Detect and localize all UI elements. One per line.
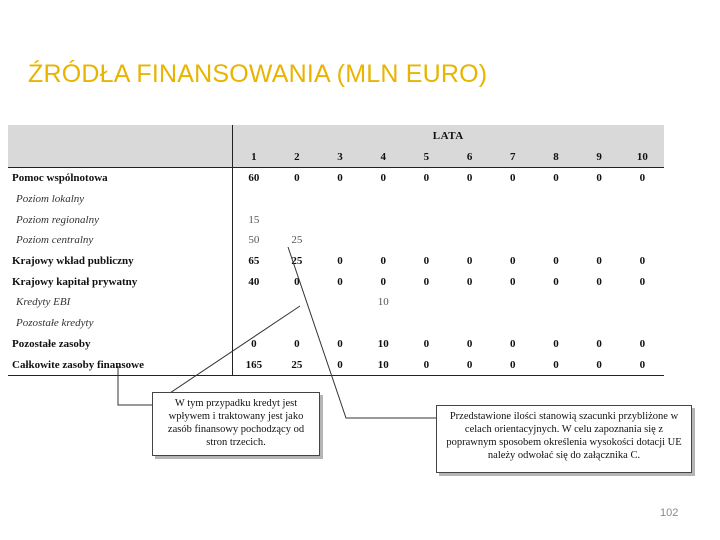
year-header-1: 1 [232,146,275,168]
row-label: Krajowy wkład publiczny [8,251,232,272]
table-cell: 25 [275,354,318,375]
table-cell: 0 [337,255,343,268]
row-label: Całkowite zasoby finansowe [8,354,232,375]
table-cell: 0 [380,275,386,288]
table-cell: 0 [553,337,559,350]
table-cell: 0 [466,275,473,288]
table-cell: 0 [510,172,516,185]
table-cell: 0 [466,172,473,185]
table-cell: 10 [362,354,405,375]
year-header-9: 9 [578,146,621,168]
table-cell: 0 [423,337,430,350]
table-cell: 0 [466,337,473,350]
year-header-3: 3 [318,146,361,168]
table-cell: 0 [553,172,559,185]
table-cell: 0 [337,275,343,288]
table-cell: 0 [380,172,386,185]
callout1-leader [118,306,300,405]
table-cell: 60 [248,172,260,185]
year-header-10: 10 [621,146,664,168]
table-cell: 0 [337,337,343,350]
row-label: Pomoc wspólnotowa [8,168,232,189]
table-cell: 0 [294,172,300,185]
table-cell: 0 [639,337,646,350]
table-cell: 50 [248,234,260,247]
lata-header: LATA [232,125,664,146]
year-header-2: 2 [275,146,318,168]
table-cell: 0 [251,337,257,350]
table-cell: 25 [291,234,303,247]
row-label: Pozostałe zasoby [8,334,232,355]
table-cell: 0 [466,255,473,268]
table-cell: 0 [596,255,602,268]
table-cell: 0 [639,172,646,185]
table-cell: 10 [377,337,389,350]
table-cell: 0 [423,255,430,268]
table-cell: 0 [510,337,516,350]
page-title: ŹRÓDŁA FINANSOWANIA (MLN EURO) [28,60,488,88]
table-cell: 65 [248,255,260,268]
table-cell: 0 [510,255,516,268]
callout-credit-note: W tym przypadku kredyt jest wpływem i traktowany jest jako zasób finansowy pochodzący od stron trzecich. [152,392,320,456]
table-cell: 0 [405,354,448,375]
row-label: Pozostałe kredyty [8,313,232,334]
table-cell: 0 [294,275,300,288]
table-cell: 0 [423,172,430,185]
table-cell: 0 [639,275,646,288]
table-cell: 0 [534,354,577,375]
year-header-4: 4 [362,146,405,168]
table-cell: 0 [448,354,491,375]
year-header-8: 8 [534,146,577,168]
row-label: Poziom centralny [8,230,232,251]
table-cell: 0 [621,354,664,375]
table-cell: 0 [553,275,559,288]
table-cell: 0 [491,354,534,375]
row-label: Poziom regionalny [8,209,232,230]
table-cell: 0 [578,354,621,375]
table-cell: 15 [248,213,260,226]
year-header-5: 5 [405,146,448,168]
table-cell: 0 [553,255,559,268]
table-cell: 0 [423,275,430,288]
table-cell: 0 [337,172,343,185]
table-cell: 0 [294,337,300,350]
table-cell: 0 [510,275,516,288]
table-cell: 10 [377,296,389,309]
page-number: 102 [660,507,679,519]
year-header-7: 7 [491,146,534,168]
table-cell: 0 [596,172,602,185]
table-cell: 165 [232,354,275,375]
year-header-6: 6 [448,146,491,168]
row-label: Krajowy kapitał prywatny [8,271,232,292]
table-cell: 0 [596,275,602,288]
callout-estimate-note: Przedstawione ilości stanowią szacunki przybliżone w celach orientacyjnych. W celu zapoznania się z poprawnym sposobem określenia wysokości dotacji UE należy odwołać się do załącznika C. [436,405,692,473]
table-cell: 25 [291,255,303,268]
table-cell: 0 [596,337,602,350]
table-cell: 0 [639,255,646,268]
table-cell: 0 [380,255,386,268]
table-cell: 0 [318,354,361,375]
table-cell: 40 [248,275,260,288]
row-label: Kredyty EBI [8,292,232,313]
row-label: Poziom lokalny [8,189,232,210]
